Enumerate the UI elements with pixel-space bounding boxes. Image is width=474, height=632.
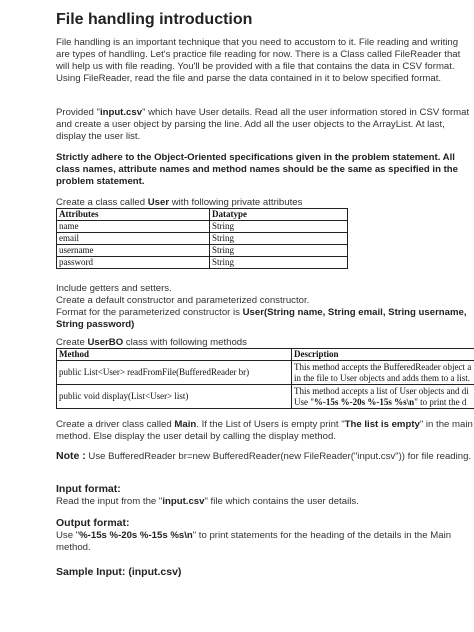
- output-format-heading: Output format:: [56, 517, 130, 529]
- description-line: This method accepts a list of User objects and di: [294, 385, 469, 396]
- driver-post: " in the main method. Else display the user detail by calling the display method.: [56, 419, 473, 442]
- attribute-cell: email: [57, 233, 210, 245]
- userbo-post: class with following methods: [123, 337, 247, 348]
- constructor-signature: User(String name, String email, String username, String password): [56, 307, 467, 330]
- datatype-cell: String: [210, 245, 348, 257]
- intro-paragraph: File handling is an important technique that you need to accustom to it. File reading and writing are types of handling. Let's practice file reading for now. There is a Class called FileReader that will help us with file reading. You'll be provided with a file that contains the data in CSV format. Using FileReader, read the file and parse the data contained in it to below specified format.: [56, 37, 461, 84]
- input-format-heading: Input format:: [56, 483, 121, 495]
- user-attributes-table: [56, 208, 348, 269]
- description-cell: [292, 361, 474, 385]
- method-cell: public List<User> readFromFile(BufferedReader br): [57, 361, 292, 385]
- sample-input-heading: Sample Input: (input.csv): [56, 566, 182, 578]
- user-class-post: with following private attributes: [169, 197, 303, 208]
- desc-pre: Use ": [294, 396, 314, 407]
- datatype-cell: String: [210, 257, 348, 269]
- output-format-post: " to print statements for the heading of the details in the Main method.: [56, 530, 452, 553]
- userbo-methods-table: [56, 348, 474, 409]
- table-row: [57, 385, 474, 409]
- constructor-format-pre: Format for the parameterized constructor is: [56, 307, 243, 318]
- table-header-row: [57, 209, 348, 221]
- input-format-pre: Read the input from the ": [56, 496, 163, 507]
- provided-pre: Provided ": [56, 107, 100, 118]
- column-header: Datatype: [210, 209, 348, 221]
- input-format-file: input.csv: [162, 496, 205, 507]
- input-format-post: " file which contains the user details.: [204, 496, 359, 507]
- driver-mid: . If the List of Users is empty print ": [196, 419, 345, 430]
- output-format-pre: Use ": [56, 530, 80, 541]
- column-header: Attributes: [57, 209, 210, 221]
- desc-post: " to print the d: [414, 396, 467, 407]
- table-row: [57, 257, 348, 269]
- page-title: File handling introduction: [56, 11, 253, 28]
- driver-paragraph: [56, 419, 474, 443]
- desc-format: %-15s %-20s %-15s %s\n: [313, 396, 415, 407]
- constructor-format-line: [56, 307, 474, 331]
- table-row: [57, 233, 348, 245]
- provided-post: " which have User details. Read all the user information stored in CSV format and create a user object by parsing the line. Add all the user objects to the ArrayList. At last, display the user list.: [56, 107, 470, 142]
- driver-class-name: Main: [174, 419, 197, 430]
- table-row: [57, 361, 474, 385]
- attribute-cell: password: [57, 257, 210, 269]
- constructors-line: Create a default constructor and parameterized constructor.: [56, 295, 310, 306]
- provided-paragraph: [56, 107, 474, 143]
- description-cell: [292, 385, 474, 409]
- getters-setters-line: Include getters and setters.: [56, 283, 172, 294]
- provided-file: input.csv: [99, 107, 143, 118]
- column-header: Description: [292, 349, 474, 361]
- datatype-cell: String: [210, 233, 348, 245]
- empty-message: The list is empty: [344, 419, 420, 430]
- output-format-text: [56, 530, 474, 554]
- output-format-fmt: %-15s %-20s %-15s %s\n: [79, 530, 193, 541]
- description-line: [294, 397, 474, 408]
- table-header-row: [57, 349, 474, 361]
- userbo-pre: Create: [56, 337, 88, 348]
- attribute-cell: name: [57, 221, 210, 233]
- driver-pre: Create a driver class called: [56, 419, 175, 430]
- method-cell: public void display(List<User> list): [57, 385, 292, 409]
- attribute-cell: username: [57, 245, 210, 257]
- datatype-cell: String: [210, 221, 348, 233]
- note-label: Note :: [56, 450, 86, 462]
- table-row: [57, 221, 348, 233]
- userbo-name: UserBO: [87, 337, 124, 348]
- user-class-pre: Create a class called: [56, 197, 148, 208]
- input-format-text: [56, 496, 474, 508]
- strict-note: Strictly adhere to the Object-Oriented specifications given in the problem statement. All class names, attribute names and method names should be the same as specified in the problem statement.: [56, 152, 458, 187]
- user-class-name: User: [147, 197, 170, 208]
- description-line: in the file to User objects and adds them to a list.: [294, 372, 470, 383]
- column-header: Method: [57, 349, 292, 361]
- description-line: This method accepts the BufferedReader object a: [294, 361, 472, 372]
- note-text: Use BufferedReader br=new BufferedReader(new FileReader("input.csv")) for file reading.: [85, 451, 472, 462]
- table-row: [57, 245, 348, 257]
- note-paragraph: [56, 450, 474, 463]
